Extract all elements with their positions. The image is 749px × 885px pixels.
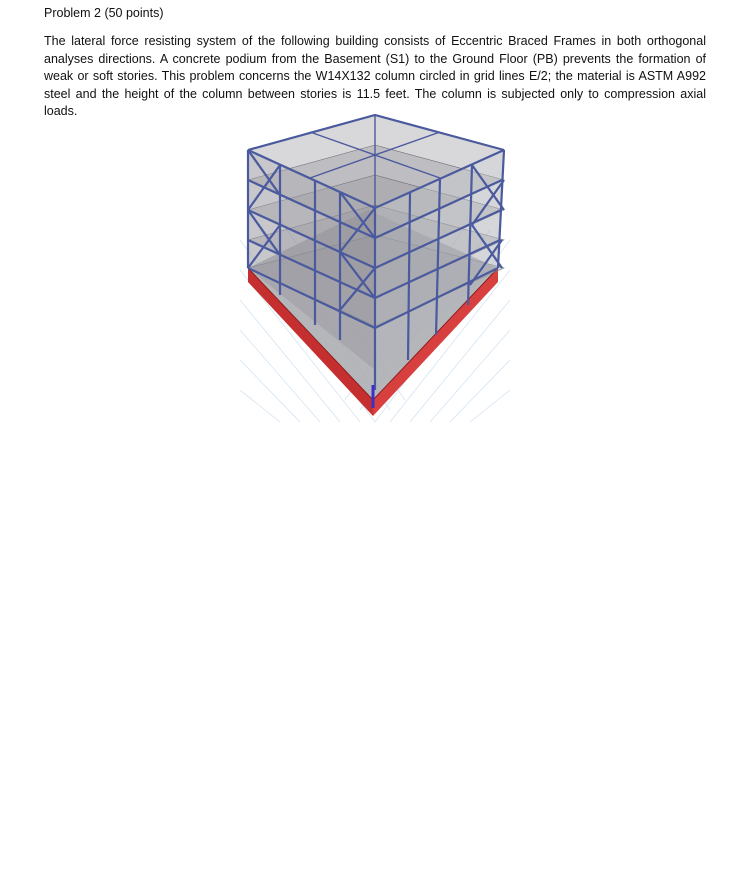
problem-title: Problem 2 (50 points) bbox=[44, 6, 164, 20]
building-model-drawing bbox=[240, 110, 510, 422]
problem-statement: The lateral force resisting system of the following building consists of Eccentric Braced Frames in both orthogonal analyses directions. A concrete podium from the Basement (S1) to the Ground Floor (PB) prevents the formation of weak or soft stories. This problem concerns the W14X132 column circled in grid lines E/2; the material is ASTM A992 steel and the height of the column between stories is 11.5 feet. The column is subjected only to compression axial loads. bbox=[44, 34, 706, 119]
building-model-figure bbox=[240, 110, 510, 422]
